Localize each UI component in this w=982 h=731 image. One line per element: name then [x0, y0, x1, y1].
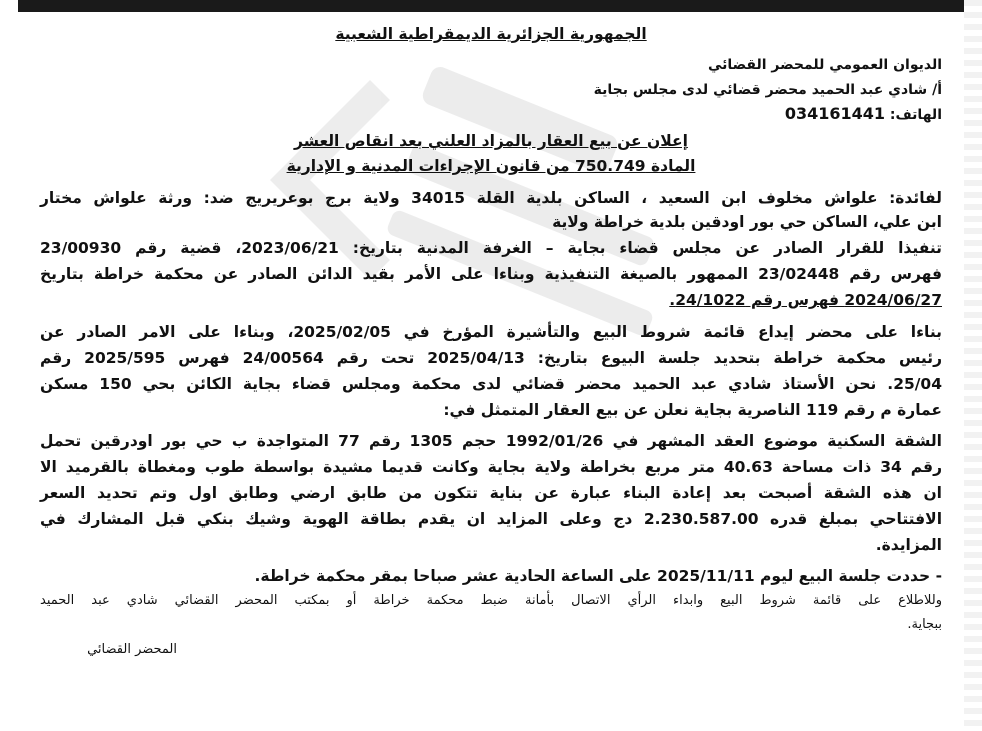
body-line: ان هذه الشقة أصبحت بعد إعادة البناء عبارة عن بناية تتكون من طابق ارضي وطابق اول وتم تحديد السعر	[40, 484, 942, 502]
body-line: فهرس رقم 23/02448 الممهور بالصيغة التنفيذية وبناءا على الأمر بقيد الدائن الصادر عن محكمة خراطة بتاريخ	[40, 265, 942, 283]
body-line: رئيس محكمة خراطة بتحديد جلسة البيوع بتاريخ: 2025/04/13 تحت رقم 24/00564 فهرس 2025/595 رقم	[40, 349, 942, 367]
notice-title: إعلان عن بيع العقار بالمزاد العلني بعد انقاص العشر	[294, 132, 688, 150]
body-line: الافتتاحي بمبلغ قدره 2.230.587.00 دج وعلى المزايد ان يقدم بطاقة الهوية وشيك بنكي قبل المشارك في	[40, 510, 943, 528]
signature-label: المحضر القضائي	[87, 642, 177, 657]
notice-article: المادة 750.749 من قانون الإجراءات المدنية و الإدارية	[286, 157, 696, 175]
body-line: عمارة م رقم 119 الناصرية بجاية نعلن عن بيع العقار المتمثل في:	[443, 401, 942, 419]
info-line: ببجاية.	[907, 617, 942, 632]
body-line: لفائدة: علواش مخلوف ابن السعيد ، الساكن بلدية القلة 34015 ولاية برج بوعريريج ضد: ورثة علواش مختار	[40, 189, 942, 207]
phone-label: الهاتف:	[889, 107, 942, 123]
body-line: ابن علي، الساكن حي بور اودقين بلدية خراطة ولاية	[552, 213, 942, 231]
body-line: 2024/06/27 فهرس رقم 24/1022.	[669, 291, 942, 309]
body-line: تنفيذا للقرار الصادر عن مجلس قضاء بجاية – الغرفة المدنية بتاريخ: 2023/06/21، قضية رقم 23/00930	[40, 239, 942, 257]
body-line: الشقة السكنية موضوع العقد المشهر في 1992/01/26 حجم 1305 رقم 77 المتواجدة ب حي بور اودرقين تحمل	[40, 432, 942, 450]
republic-heading: الجمهورية الجزائرية الديمقراطية الشعبية	[335, 25, 647, 43]
body-line: 25/04. نحن الأستاذ شادي عبد الحميد محضر قضائي لدى محكمة ومجلس قضاء بجاية الكائن بحي 150 مسكن	[40, 375, 942, 393]
body-line: رقم 34 ذات مساحة 40.63 متر مربع بخراطة ولاية بجاية وكانت قديما مشيدة بواسطة طوب ومغطاة بالقرميد الا	[40, 458, 943, 476]
body-line: المزايدة.	[875, 536, 942, 554]
sale-session-line: - حددت جلسة البيع ليوم 2025/11/11 على الساعة الحادية عشر صباحا بمقر محكمة خراطة.	[254, 567, 942, 585]
phone-value: 034161441	[784, 104, 886, 123]
info-line: وللاطلاع على قائمة شروط البيع وابداء الرأي الاتصال بأمانة ضبط محكمة خراطة أو بمكتب المحضر القضائي شادي عبد الحميد	[40, 593, 942, 608]
phone-line	[785, 104, 942, 125]
bailiff-name: أ/ شادي عبد الحميد محضر قضائي لدى مجلس بجاية	[593, 82, 942, 98]
body-line: بناءا على محضر إيداع قائمة شروط البيع والتأشيرة المؤرخ في 2025/02/05، وبناءا على الامر الصادر عن	[40, 323, 942, 341]
office-name: الديوان العمومي للمحضر القضائي	[707, 57, 942, 73]
